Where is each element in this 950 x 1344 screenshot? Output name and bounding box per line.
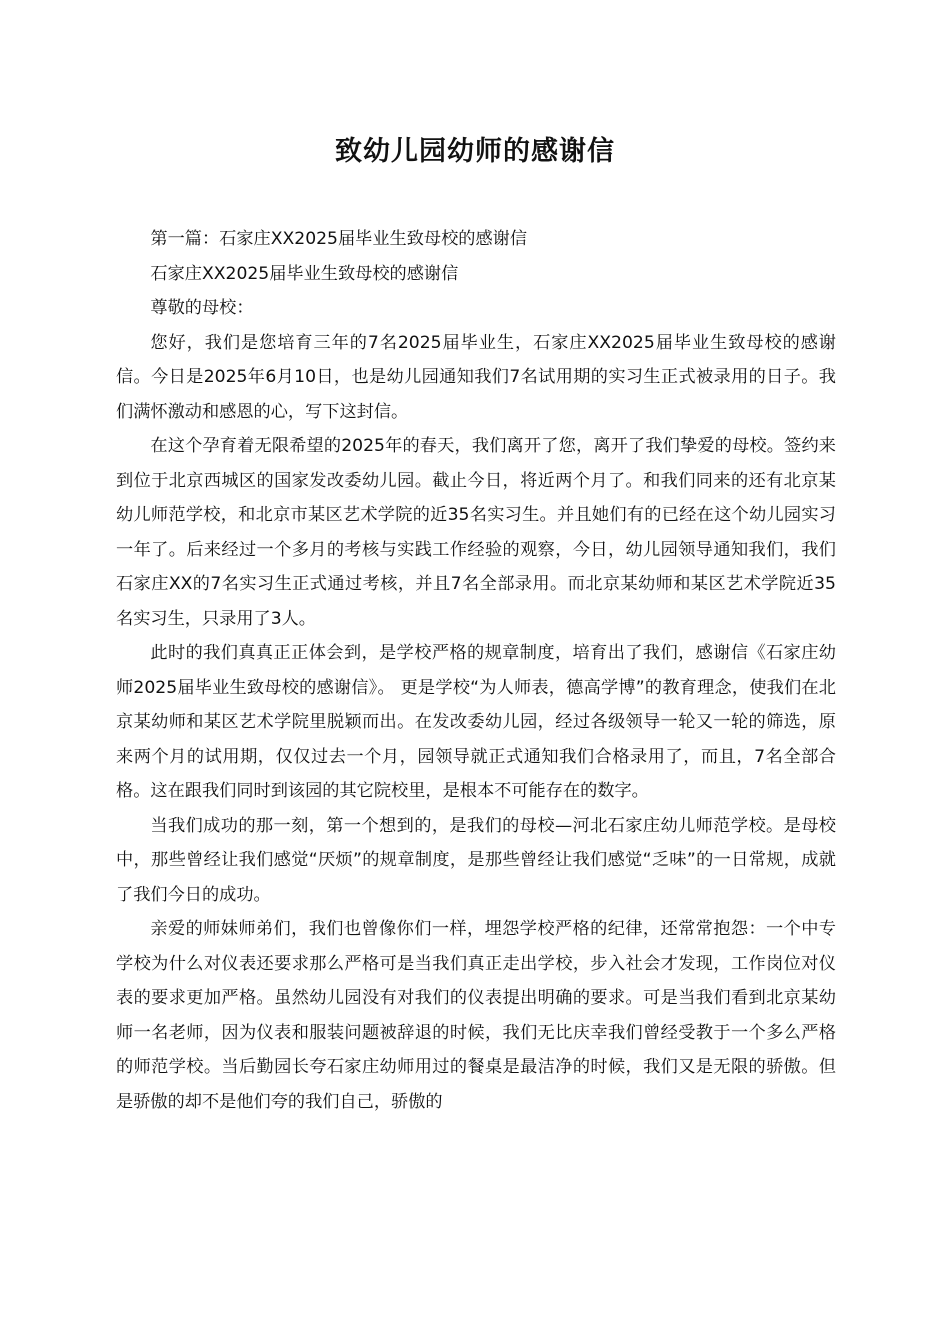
paragraph-spring: 在这个孕育着无限希望的2025年的春天，我们离开了您，离开了我们挚爱的母校。签约来到位于北京西城区的国家发改委幼儿园。截止今日，将近两个月了。和我们同来的还有北京某幼儿师范学校，和北京市某区艺术学院的近35名实习生。并且她们有的已经在这个幼儿园实习一年了。后来经过一个多月的考核与实践工作经验的观察，今日，幼儿园领导通知我们，我们石家庄XX的7名实习生正式通过考核，并且7名全部录用。而北京某幼师和某区艺术学院近35名实习生，只录用了3人。 [116, 436, 836, 629]
paragraph-realization: 此时的我们真真正正体会到，是学校严格的规章制度，培育出了我们，感谢信《石家庄幼师2025届毕业生致母校的感谢信》。 更是学校“为人师表，德高学博”的教育理念，使我们在北京某幼师和某区艺术学院里脱颖而出。在发改委幼儿园，经过各级领导一轮又一轮的筛选，原来两个月的试用期，仅仅过去一个月，园领导就正式通知我们合格录用了，而且，7名全部合格。这在跟我们同时到该园的其它院校里，是根本不可能存在的数字。 [116, 643, 836, 801]
paragraph-salutation: 尊敬的母校： [150, 298, 254, 318]
document-title: 致幼儿园幼师的感谢信 [335, 136, 615, 167]
paragraph-juniors: 亲爱的师妹师弟们，我们也曾像你们一样，埋怨学校严格的纪律，还常常抱怨：一个中专学校为什么对仪表还要求那么严格可是当我们真正走出学校，步入社会才发现，工作岗位对仪表的要求更加严格。虽然幼儿园没有对我们的仪表提出明确的要求。可是当我们看到北京某幼师一名老师，因为仪表和服装问题被辞退的时候，我们无比庆幸我们曾经受教于一个多么严格的师范学校。当后勤园长夸石家庄幼师用过的餐桌是最洁净的时候，我们又是无限的骄傲。但是骄傲的却不是他们夸的我们自己，骄傲的 [116, 919, 836, 1112]
paragraph-chapter-heading: 第一篇：石家庄XX2025届毕业生致母校的感谢信 [150, 229, 528, 249]
document-body [116, 222, 836, 1119]
paragraph-success: 当我们成功的那一刻，第一个想到的，是我们的母校—河北石家庄幼儿师范学校。是母校中，那些曾经让我们感觉“厌烦”的规章制度，是那些曾经让我们感觉“乏味”的一日常规，成就了我们今日的成功。 [116, 815, 836, 905]
paragraph-letter-title: 石家庄XX2025届毕业生致母校的感谢信 [150, 263, 459, 284]
paragraph-greeting: 您好，我们是您培育三年的7名2025届毕业生，石家庄XX2025届毕业生致母校的感谢信。今日是2025年6月10日，也是幼儿园通知我们7名试用期的实习生正式被录用的日子。我们满怀激动和感恩的心，写下这封信。 [116, 332, 836, 422]
